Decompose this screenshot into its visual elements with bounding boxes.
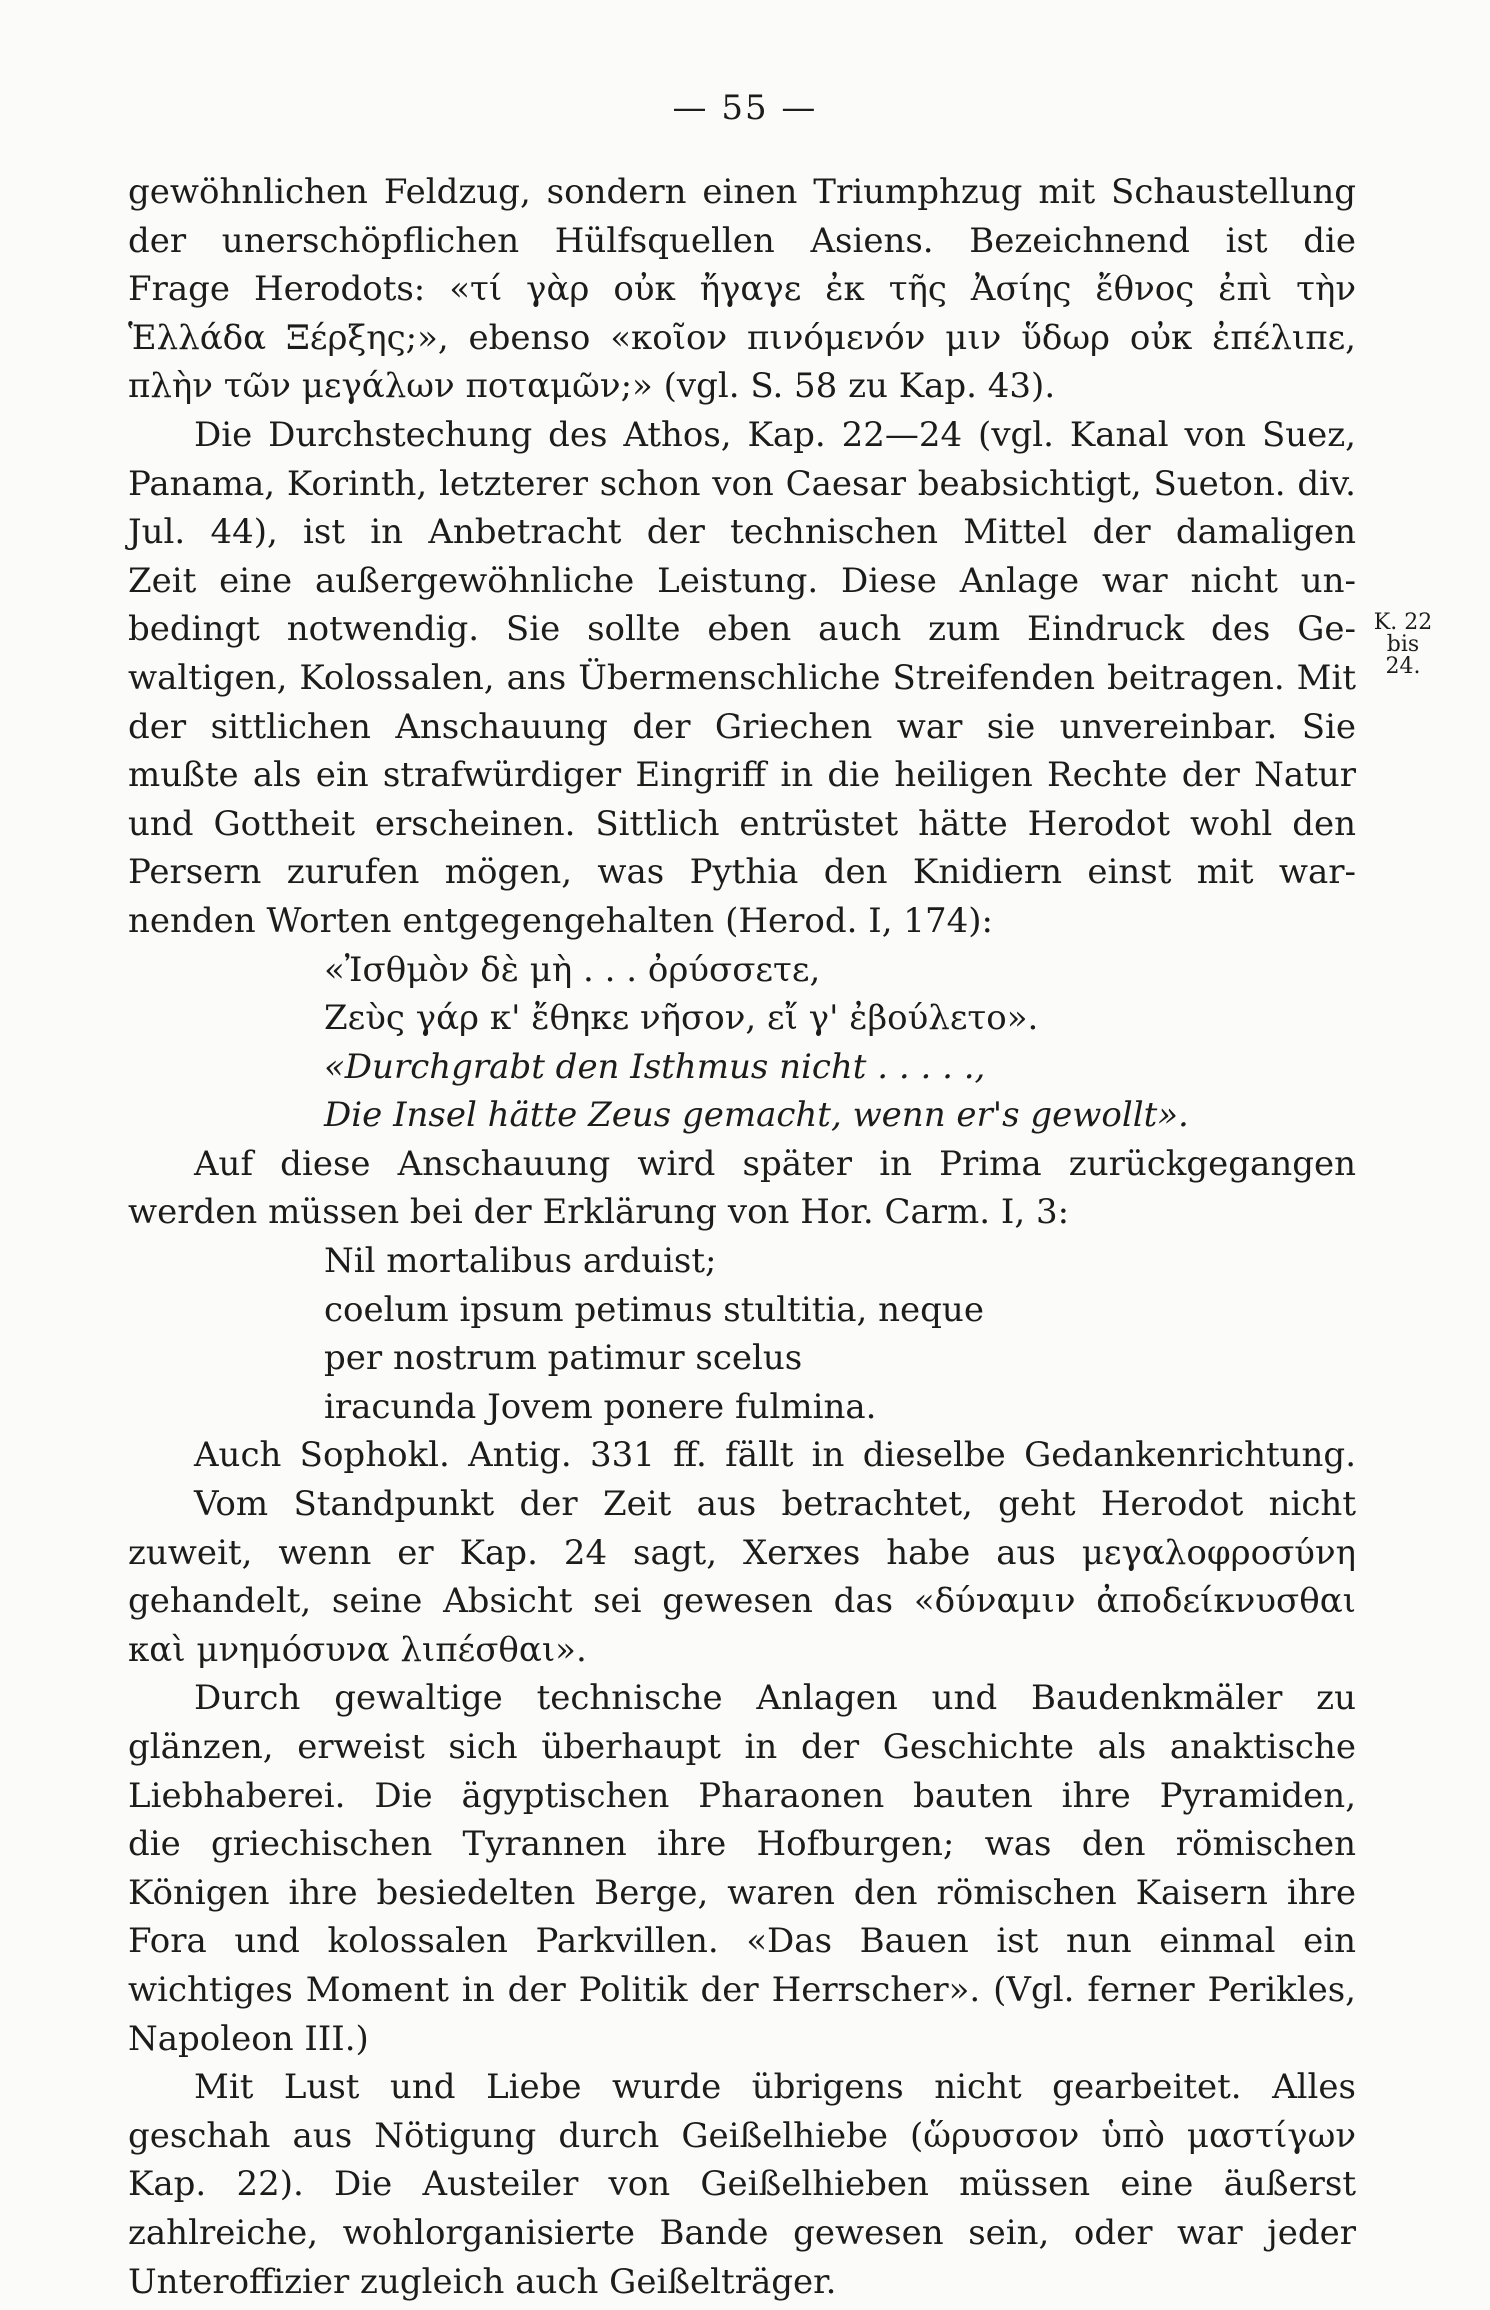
text-line: Die Durchstechung des Athos, Kap. 22—24 (vgl. Kanal von Suez, bbox=[194, 414, 1356, 455]
text-line: werden müssen bei der Erklärung von Hor. Carm. I, 3: bbox=[128, 1192, 1070, 1233]
text-line: Frage Herodots: «τί γὰρ οὐκ ἤγαγε ἐκ τῆς Ἀσίης ἔθνος ἐπὶ τὴν bbox=[128, 269, 1356, 310]
text-line: waltigen, Kolossalen, ans Übermenschliche Streifenden beitragen. Mit bbox=[128, 657, 1356, 698]
text-line: glänzen, erweist sich überhaupt in der Geschichte als anaktische bbox=[128, 1727, 1356, 1767]
verse-line: per nostrum patimur scelus bbox=[324, 1338, 803, 1379]
text-line: Durch gewaltige technische Anlagen und Baudenkmäler zu bbox=[194, 1678, 1356, 1719]
text-line: und Gottheit erscheinen. Sittlich entrüstet hätte Herodot wohl den bbox=[128, 803, 1356, 844]
text-line: nenden Worten entgegengehalten (Herod. I, 174): bbox=[128, 900, 993, 941]
text-line: der unerschöpflichen Hülfsquellen Asiens. Bezeichnend ist die bbox=[128, 220, 1356, 261]
text-line: Persern zurufen mögen, was Pythia den Knidiern einst mit war- bbox=[128, 852, 1356, 893]
text-line: Liebhaberei. Die ägyptischen Pharaonen bauten ihre Pyramiden, bbox=[128, 1775, 1356, 1816]
text-line: Napoleon III.) bbox=[128, 2018, 369, 2059]
text-line: gehandelt, seine Absicht sei gewesen das «δύναμιν ἀποδείκνυσθαι bbox=[128, 1581, 1356, 1622]
body-text bbox=[128, 168, 1356, 2306]
margin-note-top: K. 22 bbox=[1373, 610, 1433, 635]
text-line: wichtiges Moment in der Politik der Herrscher». (Vgl. ferner Perikles, bbox=[128, 1969, 1356, 2010]
text-line: bedingt notwendig. Sie sollte eben auch zum Eindruck des Ge- bbox=[128, 609, 1356, 650]
text-line: Zeit eine außergewöhnliche Leistung. Diese Anlage war nicht un- bbox=[128, 560, 1356, 601]
quote-line: «Durchgrabt den Isthmus nicht . . . . ., bbox=[324, 1046, 986, 1087]
text-line: Jul. 44), ist in Anbetracht der technischen Mittel der damaligen bbox=[128, 512, 1356, 553]
text-line: Auf diese Anschauung wird später in Prima zurückgegangen bbox=[194, 1143, 1356, 1184]
text-line: Vom Standpunkt der Zeit aus betrachtet, geht Herodot nicht bbox=[194, 1484, 1356, 1525]
text-line: Ἑλλάδα Ξέρξης;», ebenso «κοῖον πινόμενόν μιν ὕδωρ οὐκ ἐπέλιπε, bbox=[128, 317, 1356, 358]
text-line: zuweit, wenn er Kap. 24 sagt, Xerxes habe aus μεγαλοφροσύνη bbox=[128, 1532, 1356, 1573]
text-line: Fora und kolossalen Parkvillen. «Das Bauen ist nun einmal ein bbox=[128, 1921, 1356, 1962]
text-line: zahlreiche, wohlorganisierte Bande gewesen sein, oder war jeder bbox=[128, 2212, 1356, 2253]
text-line: Auch Sophokl. Antig. 331 ff. fällt in dieselbe Gedankenrichtung. bbox=[194, 1435, 1356, 1476]
text-line: geschah aus Nötigung durch Geißelhiebe (ὥρυσσον ὑπὸ μαστίγων bbox=[128, 2115, 1356, 2156]
text-line: Königen ihre besiedelten Berge, waren den römischen Kaisern ihre bbox=[128, 1872, 1356, 1913]
verse-line: iracunda Jovem ponere fulmina. bbox=[324, 1386, 877, 1427]
text-line: mußte als ein strafwürdiger Eingriff in die heiligen Rechte der Natur bbox=[128, 755, 1356, 796]
margin-note bbox=[1368, 612, 1438, 678]
text-line: καὶ μνημόσυνα λιπέσθαι». bbox=[128, 1629, 587, 1670]
text-line: Mit Lust und Liebe wurde übrigens nicht gearbeitet. Alles bbox=[194, 2067, 1356, 2108]
verse-line: coelum ipsum petimus stultitia, neque bbox=[324, 1289, 984, 1330]
text-line: πλὴν τῶν μεγάλων ποταμῶν;» (vgl. S. 58 zu Kap. 43). bbox=[128, 366, 1056, 407]
quote-line: «Ἰσθμὸν δὲ μὴ . . . ὀρύσσετε, bbox=[324, 949, 821, 990]
text-line: Unteroffizier zugleich auch Geißelträger. bbox=[128, 2261, 837, 2302]
margin-note-bottom: bis 24. bbox=[1385, 632, 1421, 679]
verse-line: Nil mortalibus arduist; bbox=[324, 1241, 717, 1282]
page-number: — 55 — bbox=[672, 88, 818, 128]
text-line: Kap. 22). Die Austeiler von Geißelhieben müssen eine äußerst bbox=[128, 2164, 1356, 2205]
text-line: gewöhnlichen Feldzug, sondern einen Triumphzug mit Schaustellung bbox=[128, 172, 1356, 212]
text-line: die griechischen Tyrannen ihre Hofburgen; was den römischen bbox=[128, 1824, 1356, 1865]
quote-line: Ζεὺς γάρ κ' ἔθηκε νῆσον, εἴ γ' ἐβούλετο». bbox=[324, 998, 1039, 1039]
text-line: der sittlichen Anschauung der Griechen war sie unvereinbar. Sie bbox=[128, 706, 1356, 747]
text-line: Panama, Korinth, letzterer schon von Caesar beabsichtigt, Sueton. div. bbox=[128, 463, 1356, 504]
quote-line: Die Insel hätte Zeus gemacht, wenn er's gewollt». bbox=[324, 1095, 1189, 1136]
